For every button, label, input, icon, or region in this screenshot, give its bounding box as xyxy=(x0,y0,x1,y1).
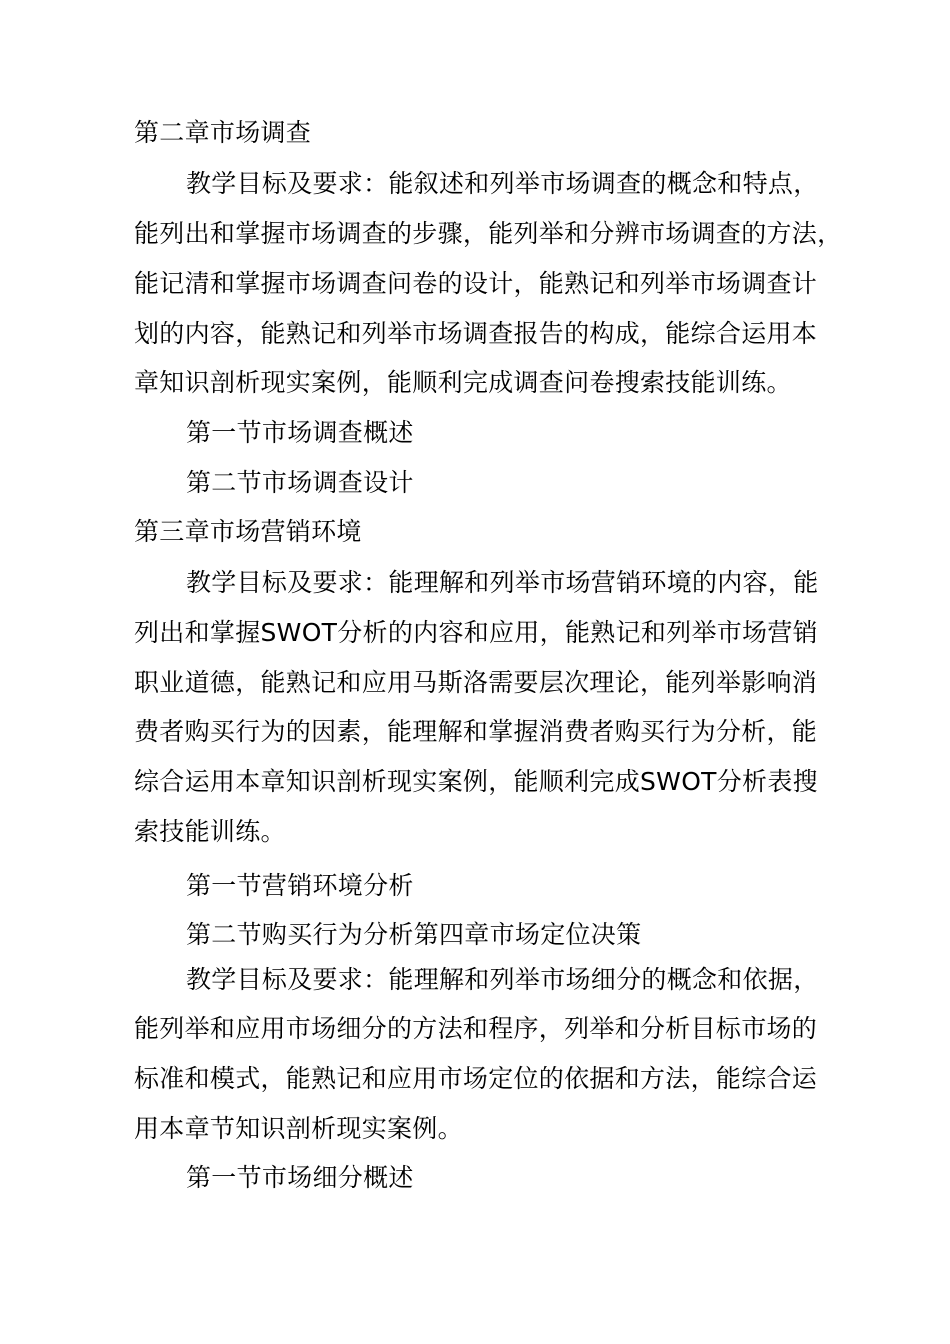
chapter-3-heading: 第三章市场营销环境 xyxy=(134,517,362,546)
chapter-2-objectives-line-5: 章知识剖析现实案例，能顺利完成调查问卷搜索技能训练。 xyxy=(134,368,792,397)
chapter-3-objectives-line-1: 教学目标及要求：能理解和列举市场营销环境的内容，能 xyxy=(186,568,819,597)
chapter-2-objectives-line-1: 教学目标及要求：能叙述和列举市场调查的概念和特点， xyxy=(186,169,819,198)
chapter-3-objectives-line-5: 综合运用本章知识剖析现实案例，能顺利完成SWOT分析表搜 xyxy=(134,767,818,796)
chapter-3-section-2-and-chapter-4-heading: 第二节购买行为分析第四章市场定位决策 xyxy=(186,920,642,949)
chapter-2-section-1: 第一节市场调查概述 xyxy=(186,418,414,447)
chapter-3-objectives-line-3: 职业道德，能熟记和应用马斯洛需要层次理论，能列举影响消 xyxy=(134,668,818,697)
chapter-2-heading: 第二章市场调查 xyxy=(134,118,312,147)
chapter-3-objectives-line-4: 费者购买行为的因素，能理解和掌握消费者购买行为分析，能 xyxy=(134,717,818,746)
chapter-3-section-1: 第一节营销环境分析 xyxy=(186,871,414,900)
chapter-3-objectives-line-6: 索技能训练。 xyxy=(134,817,286,846)
chapter-4-objectives-line-2: 能列举和应用市场细分的方法和程序，列举和分析目标市场的 xyxy=(134,1014,818,1043)
chapter-4-objectives-line-4: 用本章节知识剖析现实案例。 xyxy=(134,1114,463,1143)
chapter-4-section-1: 第一节市场细分概述 xyxy=(186,1163,414,1192)
chapter-2-section-2: 第二节市场调查设计 xyxy=(186,468,414,497)
chapter-2-objectives-line-3: 能记清和掌握市场调查问卷的设计，能熟记和列举市场调查计 xyxy=(134,269,818,298)
chapter-4-objectives-line-3: 标准和模式，能熟记和应用市场定位的依据和方法，能综合运 xyxy=(134,1064,818,1093)
chapter-2-objectives-line-2: 能列出和掌握市场调查的步骤，能列举和分辨市场调查的方法， xyxy=(134,219,843,248)
chapter-2-objectives-line-4: 划的内容，能熟记和列举市场调查报告的构成，能综合运用本 xyxy=(134,319,818,348)
chapter-3-objectives-line-2: 列出和掌握SWOT分析的内容和应用，能熟记和列举市场营销 xyxy=(134,618,818,647)
chapter-4-objectives-line-1: 教学目标及要求：能理解和列举市场细分的概念和依据， xyxy=(186,965,819,994)
